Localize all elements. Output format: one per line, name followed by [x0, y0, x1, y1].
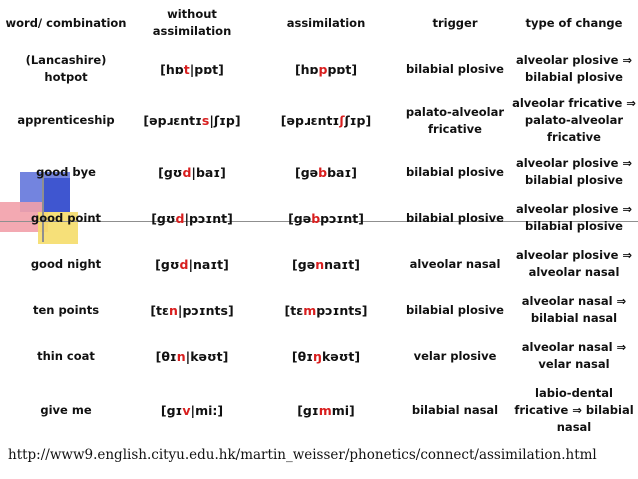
ipa-prefix: [gə — [292, 256, 316, 272]
ipa-suffix: naɪt] — [324, 256, 360, 272]
table-row — [0, 287, 638, 333]
type-of-change-cell: alveolar nasal ⇒ bilabial nasal — [521, 294, 627, 325]
type-of-change-cell: alveolar plosive ⇒ alveolar nasal — [515, 248, 633, 279]
ipa-suffix: pɔɪnts] — [316, 302, 368, 318]
ipa-suffix: baɪ] — [327, 164, 357, 180]
ipa-prefix: [tɛ — [284, 302, 304, 318]
ipa-suffix: kəʊt] — [321, 348, 361, 364]
column-header-assimilation: assimilation — [286, 15, 366, 30]
ipa-prefix: [hɒ — [160, 61, 184, 77]
assimilation-cell — [252, 46, 400, 92]
without-assimilation-cell — [132, 287, 252, 333]
ipa-prefix: [gʊ — [155, 256, 180, 272]
table-row — [0, 195, 638, 241]
type-of-change-cell: alveolar plosive ⇒ bilabial plosive — [515, 156, 633, 187]
ipa-prefix: [hɒ — [294, 61, 319, 77]
table-row — [0, 379, 638, 441]
word-cell: apprenticeship — [17, 113, 115, 127]
table-row — [0, 241, 638, 287]
without-assimilation-cell — [132, 46, 252, 92]
type-of-change-cell: alveolar plosive ⇒ bilabial plosive — [515, 202, 633, 233]
ipa-highlight: n — [176, 348, 186, 364]
table-row — [0, 333, 638, 379]
ipa-suffix: |pɒt] — [189, 61, 224, 77]
ipa-highlight: ŋ — [313, 348, 322, 364]
trigger-cell: palato-alveolar fricative — [405, 104, 505, 136]
table-header-row — [0, 0, 638, 46]
ipa-prefix: [θɪ — [155, 348, 177, 364]
trigger-cell: bilabial plosive — [406, 302, 504, 317]
ipa-suffix: |mi:] — [190, 402, 224, 418]
type-of-change-cell: labio-dental fricative ⇒ bilabial nasal — [514, 385, 634, 434]
assimilation-cell — [252, 149, 400, 195]
ipa-highlight: d — [175, 210, 185, 226]
ipa-prefix: [gə — [288, 210, 312, 226]
ipa-prefix: [əpɹɛntɪ — [143, 113, 202, 128]
type-of-change-cell: alveolar plosive ⇒ bilabial plosive — [515, 53, 633, 84]
word-cell: give me — [40, 402, 92, 417]
without-assimilation-cell — [132, 92, 252, 149]
assimilation-cell — [252, 241, 400, 287]
ipa-suffix: pɔɪnt] — [320, 210, 364, 226]
ipa-suffix: |kəʊt] — [185, 348, 229, 364]
source-url-link[interactable]: http://www9.english.cityu.edu.hk/martin_weisser/phonetics/connect/assimilation.html — [8, 447, 597, 463]
assimilation-cell — [252, 287, 400, 333]
table-row — [0, 46, 638, 92]
ipa-prefix: [gʊ — [158, 164, 183, 180]
ipa-suffix: |naɪt] — [188, 256, 229, 272]
column-header-type-of-change: type of change — [525, 15, 623, 30]
without-assimilation-cell — [132, 149, 252, 195]
ipa-highlight: n — [168, 302, 178, 318]
ipa-highlight: p — [318, 61, 328, 77]
word-cell: good night — [30, 256, 102, 271]
ipa-prefix: [gə — [294, 164, 319, 180]
word-cell: thin coat — [37, 348, 95, 363]
ipa-highlight: b — [311, 210, 321, 226]
ipa-suffix: ʃɪp] — [344, 113, 372, 128]
ipa-suffix: pɒt] — [327, 61, 358, 77]
column-header-trigger: trigger — [432, 15, 478, 30]
table-row — [0, 149, 638, 195]
ipa-highlight: m — [303, 302, 317, 318]
ipa-prefix: [gʊ — [151, 210, 176, 226]
assimilation-cell — [252, 195, 400, 241]
word-cell: ten points — [32, 302, 100, 317]
ipa-prefix: [θɪ — [291, 348, 314, 364]
ipa-highlight: s — [201, 113, 210, 128]
column-header-word: word/ combination — [5, 15, 127, 30]
ipa-suffix: |baɪ] — [191, 164, 226, 180]
ipa-highlight: ʃ — [339, 113, 345, 128]
table-row — [0, 92, 638, 149]
word-cell: good point — [30, 210, 102, 225]
type-of-change-cell: alveolar fricative ⇒ palato-alveolar fricative — [512, 96, 636, 144]
ipa-highlight: v — [182, 402, 191, 418]
without-assimilation-cell — [132, 195, 252, 241]
word-cell: (Lancashire) hotpot — [25, 53, 107, 84]
without-assimilation-cell — [132, 241, 252, 287]
ipa-highlight: b — [318, 164, 328, 180]
trigger-cell: bilabial plosive — [406, 164, 504, 179]
trigger-cell: bilabial nasal — [411, 402, 499, 417]
assimilation-cell — [252, 333, 400, 379]
assimilation-cell — [252, 92, 400, 149]
ipa-highlight: m — [318, 402, 332, 418]
ipa-prefix: [tɛ — [150, 302, 169, 318]
ipa-prefix: [gɪ — [297, 402, 319, 418]
ipa-suffix: |pɔɪnts] — [177, 302, 234, 318]
word-cell: good bye — [36, 164, 96, 179]
ipa-suffix: |ʃɪp] — [209, 113, 241, 128]
trigger-cell: bilabial plosive — [406, 210, 504, 225]
trigger-cell: velar plosive — [413, 348, 497, 363]
ipa-suffix: |pɔɪnt] — [184, 210, 233, 226]
assimilation-cell — [252, 379, 400, 441]
ipa-prefix: [gɪ — [160, 402, 183, 418]
ipa-prefix: [əpɹɛntɪ — [280, 113, 340, 128]
without-assimilation-cell — [132, 333, 252, 379]
ipa-highlight: d — [179, 256, 189, 272]
ipa-highlight: t — [183, 61, 190, 77]
type-of-change-cell: alveolar nasal ⇒ velar nasal — [521, 340, 627, 371]
without-assimilation-cell — [132, 379, 252, 441]
ipa-highlight: n — [315, 256, 325, 272]
trigger-cell: alveolar nasal — [409, 256, 501, 271]
column-header-without: without assimilation — [152, 7, 232, 38]
ipa-highlight: d — [182, 164, 192, 180]
trigger-cell: bilabial plosive — [406, 61, 504, 76]
ipa-suffix: mi] — [331, 402, 355, 418]
